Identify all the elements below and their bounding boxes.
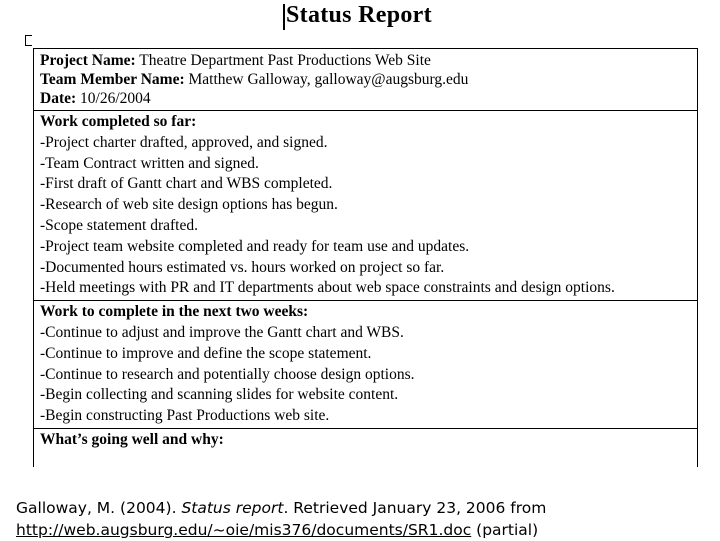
citation-title: Status report bbox=[181, 499, 284, 517]
team-member-row bbox=[40, 70, 691, 89]
document-title: Status Report bbox=[286, 2, 432, 28]
header-section bbox=[34, 49, 697, 111]
work-upcoming-section bbox=[34, 301, 697, 429]
list-item: -Project charter drafted, approved, and signed. bbox=[40, 133, 328, 151]
work-completed-heading: Work completed so far: bbox=[40, 113, 197, 130]
work-completed-section bbox=[34, 111, 697, 301]
date-label: Date: bbox=[40, 90, 77, 107]
table-move-handle[interactable] bbox=[25, 35, 32, 46]
citation-note: (partial) bbox=[471, 521, 539, 539]
list-item: -Continue to research and potentially choose design options. bbox=[40, 365, 415, 383]
citation-prefix: Galloway, M. (2004). bbox=[16, 499, 182, 517]
list-item: -Scope statement drafted. bbox=[40, 216, 198, 234]
list-item: -Continue to adjust and improve the Gantt chart and WBS. bbox=[40, 323, 404, 341]
list-item: -Research of web site design options has begun. bbox=[40, 196, 338, 214]
text-cursor bbox=[283, 4, 285, 30]
status-report-table bbox=[33, 48, 698, 467]
list-item: -Continue to improve and define the scope statement. bbox=[40, 344, 372, 362]
date-value: 10/26/2004 bbox=[76, 90, 151, 107]
list-item: -Project team website completed and ready for team use and updates. bbox=[40, 237, 470, 255]
list-item: -Team Contract written and signed. bbox=[40, 154, 259, 172]
project-name-label: Project Name: bbox=[40, 52, 136, 69]
project-name-row bbox=[40, 51, 691, 70]
citation-suffix: . Retrieved January 23, 2006 from bbox=[283, 499, 547, 517]
going-well-heading: What’s going well and why: bbox=[40, 430, 224, 448]
team-member-value: Matthew Galloway, galloway@augsburg.edu bbox=[184, 71, 469, 88]
list-item: -Held meetings with PR and IT departments about web space constraints and design options. bbox=[40, 279, 615, 297]
going-well-section bbox=[34, 429, 697, 451]
citation bbox=[16, 497, 546, 541]
project-name-value: Theatre Department Past Productions Web Site bbox=[135, 52, 431, 69]
list-item: -Begin collecting and scanning slides for website content. bbox=[40, 386, 399, 404]
team-member-label: Team Member Name: bbox=[40, 71, 185, 88]
list-item: -Documented hours estimated vs. hours worked on project so far. bbox=[40, 258, 445, 276]
list-item: -First draft of Gantt chart and WBS completed. bbox=[40, 175, 333, 193]
work-upcoming-heading: Work to complete in the next two weeks: bbox=[40, 303, 309, 321]
date-row bbox=[40, 89, 691, 108]
list-item: -Begin constructing Past Productions web site. bbox=[40, 407, 330, 425]
citation-url-link[interactable]: http://web.augsburg.edu/~oie/mis376/documents/SR1.doc bbox=[16, 521, 472, 539]
